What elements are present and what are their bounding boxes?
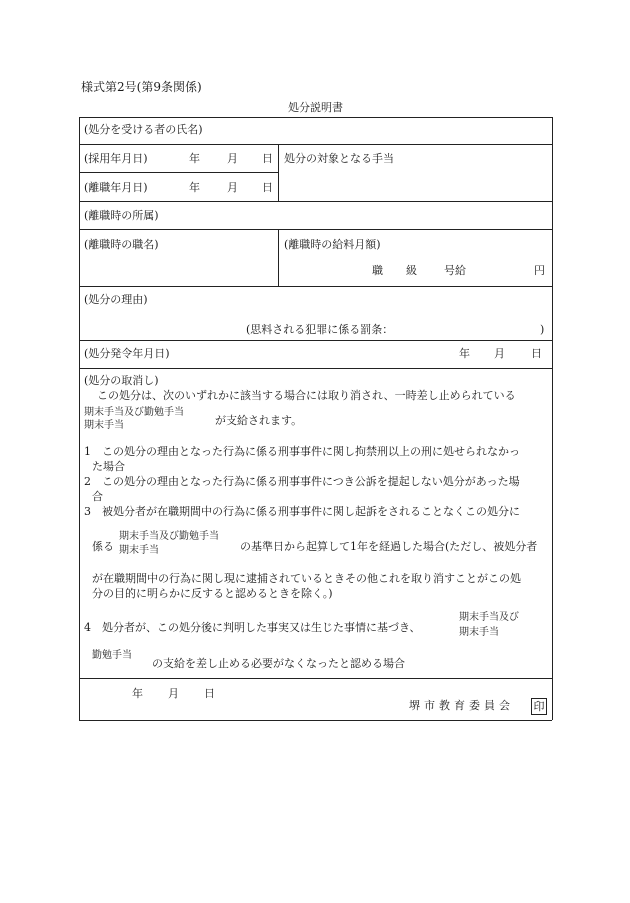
hire-year: 年 bbox=[189, 152, 200, 165]
item4-line1: 4 処分者が、この処分後に判明した事実又は生じた事情に基づき、 bbox=[84, 621, 421, 634]
paid-text: が支給されます。 bbox=[215, 414, 303, 427]
item3-option-both: 期末手当及び勤勉手当 bbox=[119, 531, 219, 542]
retire-year: 年 bbox=[189, 181, 200, 194]
document-title: 処分説明書 bbox=[288, 101, 343, 114]
item2-line2: 合 bbox=[92, 490, 103, 503]
retire-month: 月 bbox=[227, 181, 238, 194]
cancellation-heading: (処分の取消し) bbox=[84, 374, 159, 387]
cancellation-intro: この処分は、次のいずれかに該当する場合には取り消され、一時差し止められている bbox=[97, 389, 516, 402]
allowance-option-term: 期末手当 bbox=[84, 420, 124, 431]
salary-label: (離職時の給料月額) bbox=[284, 238, 381, 251]
issuer-name: 堺市教育委員会 bbox=[409, 699, 514, 712]
footer-month: 月 bbox=[168, 687, 179, 700]
item1-line2: た場合 bbox=[92, 460, 125, 473]
hire-day: 日 bbox=[262, 152, 273, 165]
item4-line2: の支給を差し止める必要がなくなったと認める場合 bbox=[152, 657, 405, 670]
form-number: 様式第2号(第9条関係) bbox=[81, 80, 202, 94]
issue-year: 年 bbox=[459, 347, 470, 360]
footer-day: 日 bbox=[204, 687, 215, 700]
issue-day: 日 bbox=[531, 347, 542, 360]
item3-option-term: 期末手当 bbox=[119, 545, 159, 556]
item3-post: の基準日から起算して1年を経過した場合(ただし、被処分者 bbox=[240, 540, 538, 553]
salary-grade: 職 bbox=[372, 264, 383, 277]
hire-date-label: (採用年月日) bbox=[84, 152, 148, 165]
allowance-target-label: 処分の対象となる手当 bbox=[284, 152, 394, 165]
retire-date-label: (離職年月日) bbox=[84, 181, 148, 194]
affiliation-label: (離職時の所属) bbox=[84, 209, 159, 222]
penalty-clause-close: ) bbox=[540, 323, 545, 336]
recipient-name-label: (処分を受ける者の氏名) bbox=[84, 123, 203, 136]
retire-day: 日 bbox=[262, 181, 273, 194]
item3-line4: 分の目的に明らかに反すると認めるときを除く。) bbox=[92, 587, 333, 600]
position-label: (離職時の職名) bbox=[84, 238, 159, 251]
item4-diligence: 勤勉手当 bbox=[92, 650, 132, 661]
salary-yen: 円 bbox=[534, 264, 545, 277]
reason-label: (処分の理由) bbox=[84, 293, 148, 306]
item4-option-both: 期末手当及び bbox=[459, 612, 519, 623]
issue-month: 月 bbox=[494, 347, 505, 360]
allowance-option-both: 期末手当及び勤勉手当 bbox=[84, 407, 184, 418]
item3-pre: 係る bbox=[92, 540, 114, 553]
item3-line1: 3 被処分者が在職期間中の行為に係る刑事事件に関し起訴をされることなくこの処分に bbox=[84, 505, 520, 518]
item3-line3: が在職期間中の行為に関し現に逮捕されているときその他これを取り消すことがこの処 bbox=[92, 572, 521, 585]
salary-step: 号給 bbox=[444, 264, 466, 277]
footer-year: 年 bbox=[132, 687, 143, 700]
item2-line1: 2 この処分の理由となった行為に係る刑事事件につき公訴を提起しない処分があった場 bbox=[84, 475, 520, 488]
item4-option-term: 期末手当 bbox=[459, 627, 499, 638]
hire-month: 月 bbox=[227, 152, 238, 165]
penalty-clause-open: (思料される犯罪に係る罰条： bbox=[246, 323, 394, 336]
seal-mark: 印 bbox=[531, 698, 547, 715]
item1-line1: 1 この処分の理由となった行為に係る刑事事件に関し拘禁刑以上の刑に処せられなかっ bbox=[84, 445, 520, 458]
salary-class: 級 bbox=[406, 264, 417, 277]
issue-date-label: (処分発令年月日) bbox=[84, 347, 170, 360]
